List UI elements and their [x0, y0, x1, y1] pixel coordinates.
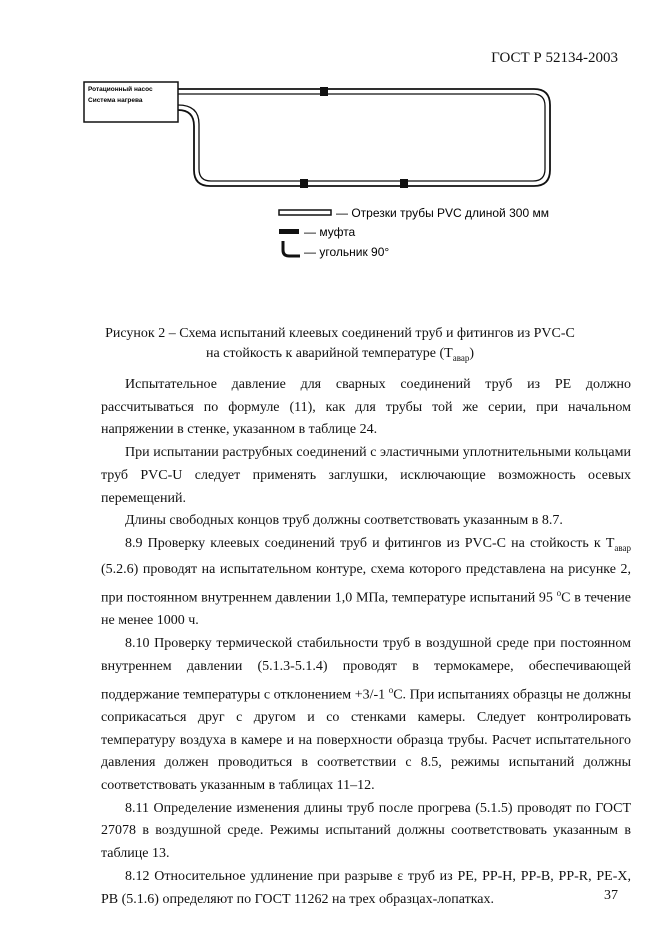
- coupling-mark: [400, 179, 408, 188]
- caption-line-1: Рисунок 2 – Схема испытаний клеевых соединений труб и фитингов из PVC-С: [105, 326, 575, 341]
- caption-line-2: на стойкость к аварийной температуре $(Т_{авар})$: [205, 346, 475, 363]
- figure-caption: [60, 324, 620, 368]
- coupling-mark: [320, 87, 328, 96]
- test-circuit-diagram: [0, 0, 666, 270]
- legend-elbow-text: — угольник 90°: [304, 245, 390, 259]
- legend-pipe-text: — Отрезки трубы PVC длиной 300 мм: [336, 206, 549, 220]
- pipe-segment-icon: [279, 210, 331, 215]
- paragraph: При испытании раструбных соединений с эластичными уплотнительными кольцами труб PVC-U следует применять заглушки, исключающие возможность осевых перемещений.: [101, 445, 631, 506]
- paragraph-8-9: 8.9 Проверку клеевых соединений труб и фитингов из PVC-С на стойкость к $Т_{авар}$ (5.2.6) проводят на испытательном контуре, схема которого представлена на рисунке 2, при постоянном внутреннем давлении 1,0 МПа, температуре испытаний 95 $^о$С в течение не менее 1000 ч.: [101, 535, 632, 629]
- paragraph: Длины свободных концов труб должны соответствовать указанным в 8.7.: [125, 513, 563, 529]
- paragraph-8-11: 8.11 Определение изменения длины труб после прогрева (5.1.5) проводят по ГОСТ 27078 в воздушной среде. Режимы испытаний должны соответствовать указанным в таблице 13.: [101, 800, 631, 862]
- pipe-loop-outer: [178, 89, 550, 186]
- legend-pipe-segment: [279, 206, 549, 220]
- coupling-mark: [300, 179, 308, 188]
- legend-elbow: [283, 241, 389, 259]
- body-text: [101, 374, 631, 911]
- legend-coupling: [279, 225, 356, 239]
- pump-label: Ротационный насос: [88, 86, 153, 93]
- legend-coupling-text: — муфта: [304, 225, 356, 239]
- paragraph-8-12: 8.12 Относительное удлинение при разрыве ε труб из РЕ, РР-Н, РР-В, РР-R, РЕ-Х, РВ (5.1.6) определяют по ГОСТ 11262 на трех образцах-лопатках.: [101, 868, 631, 907]
- elbow-icon: [283, 241, 300, 256]
- paragraph: Испытательное давление для сварных соединений труб из РЕ должно рассчитываться по формуле (11), как для трубы той же серии, при начальном напряжении в стенке, указанном в таблице 24.: [101, 377, 631, 438]
- page-number: 37: [604, 888, 618, 903]
- document-id: ГОСТ Р 52134-2003: [491, 50, 618, 66]
- pipe-loop-inner: [178, 94, 545, 181]
- paragraph-8-10: 8.10 Проверку термической стабильности труб в воздушной среде при постоянном внутреннем давлении (5.1.3-5.1.4) проводят в термокамере, обеспечивающей поддержание температуры с отклонением +3/-1 $^о$С. При испытаниях образцы не должны соприкасаться друг с другом и со стенками камеры. Следует контролировать температуру воздуха в камере и на поверхности образца трубы. Расчет испытательного давления должен проводиться в соответствии с 8.5, режимы испытаний должны соответствовать указанным в таблицах 11–12.: [101, 636, 631, 794]
- heating-label: Система нагрева: [88, 97, 143, 104]
- coupling-icon: [279, 229, 299, 234]
